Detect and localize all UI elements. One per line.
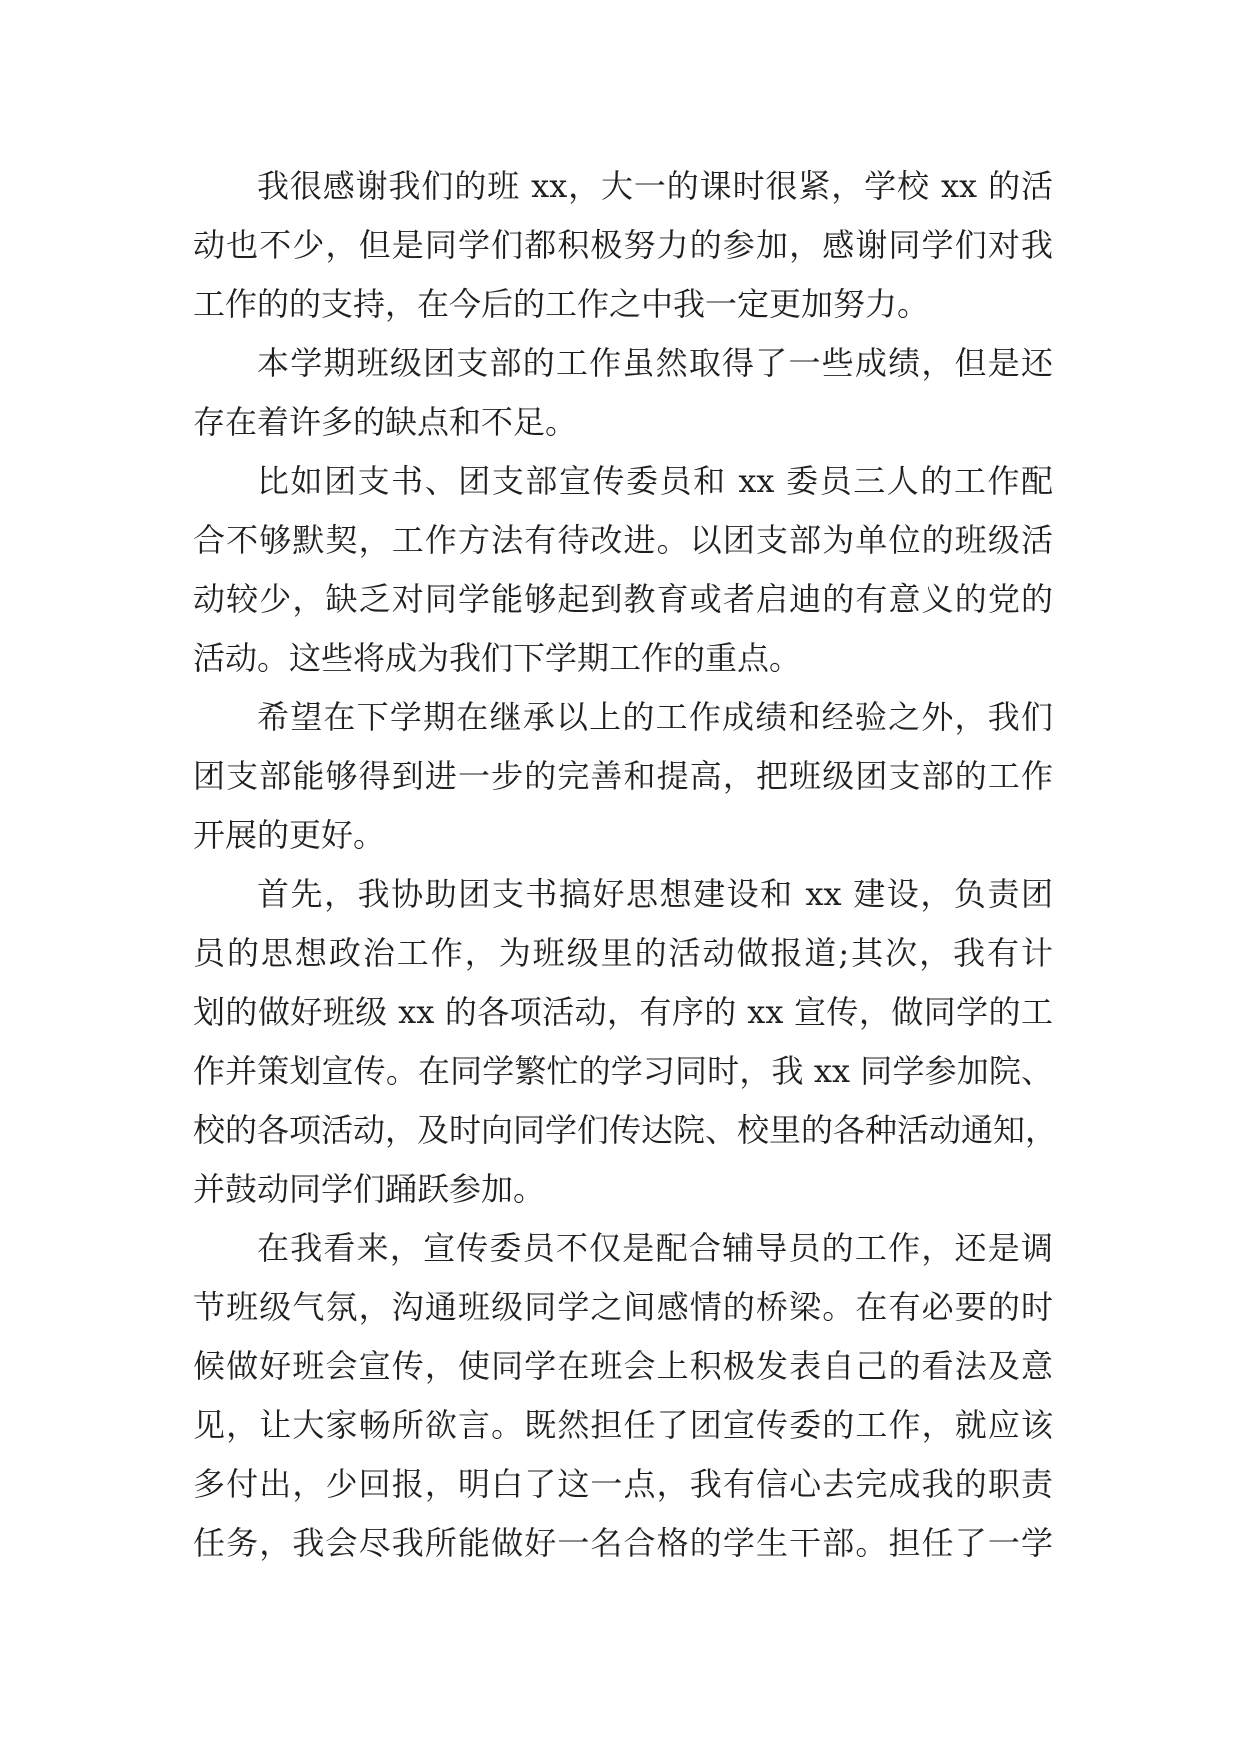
text-line: 任务，我会尽我所能做好一名合格的学生干部。担任了一学	[193, 1524, 1053, 1562]
paragraph	[193, 157, 1053, 334]
text-line: 开展的更好。	[193, 816, 386, 854]
paragraph	[193, 688, 1053, 865]
text-line: 并鼓动同学们踊跃参加。	[193, 1170, 546, 1208]
text-line: 希望在下学期在继承以上的工作成绩和经验之外，我们	[257, 698, 1053, 736]
text-line: 校的各项活动，及时向同学们传达院、校里的各种活动通知，	[193, 1111, 1058, 1149]
text-line: 我很感谢我们的班 xx，大一的课时很紧，学校 xx 的活	[257, 167, 1053, 205]
text-line: 合不够默契，工作方法有待改进。以团支部为单位的班级活	[193, 521, 1053, 559]
text-line: 员的思想政治工作，为班级里的活动做报道;其次，我有计	[193, 934, 1053, 972]
text-line: 节班级气氛，沟通班级同学之间感情的桥梁。在有必要的时	[193, 1288, 1053, 1326]
text-line: 比如团支书、团支部宣传委员和 xx 委员三人的工作配	[257, 462, 1053, 500]
text-line: 工作的的支持，在今后的工作之中我一定更加努力。	[193, 285, 930, 323]
text-line: 作并策划宣传。在同学繁忙的学习同时，我 xx 同学参加院、	[193, 1052, 1053, 1090]
text-line: 首先，我协助团支书搞好思想建设和 xx 建设，负责团	[257, 875, 1053, 913]
paragraph	[193, 452, 1053, 688]
text-line: 活动。这些将成为我们下学期工作的重点。	[193, 639, 802, 677]
text-line: 划的做好班级 xx 的各项活动，有序的 xx 宣传，做同学的工	[193, 993, 1053, 1031]
document-body	[193, 157, 1058, 1573]
paragraph	[193, 334, 1053, 452]
text-line: 候做好班会宣传，使同学在班会上积极发表自己的看法及意	[193, 1347, 1053, 1385]
text-line: 本学期班级团支部的工作虽然取得了一些成绩，但是还	[257, 344, 1053, 382]
text-line: 存在着许多的缺点和不足。	[193, 403, 578, 441]
text-line: 团支部能够得到进一步的完善和提高，把班级团支部的工作	[193, 757, 1053, 795]
paragraph	[193, 1219, 1053, 1573]
text-line: 动较少，缺乏对同学能够起到教育或者启迪的有意义的党的	[193, 580, 1053, 618]
text-line: 多付出，少回报，明白了这一点，我有信心去完成我的职责	[193, 1465, 1053, 1503]
text-line: 在我看来，宣传委员不仅是配合辅导员的工作，还是调	[257, 1229, 1053, 1267]
paragraph	[193, 865, 1058, 1219]
text-line: 动也不少，但是同学们都积极努力的参加，感谢同学们对我	[193, 226, 1053, 264]
text-line: 见，让大家畅所欲言。既然担任了团宣传委的工作，就应该	[193, 1406, 1053, 1444]
